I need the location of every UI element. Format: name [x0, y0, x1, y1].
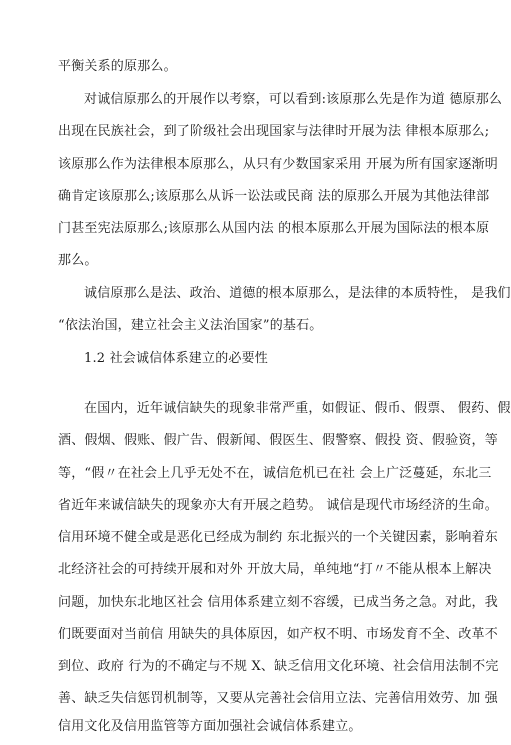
paragraph-first-line: 诚信原那么是法、政治、道德的根本原那么，是法律的本质特性， 是我们 — [84, 286, 511, 301]
text-line: 们既要面对当前信 用缺失的具体原因，如产权不明、市场发育不全、改革不 — [58, 627, 498, 642]
text-line: 信用文化及信用监管等方面加强社会诚信体系建立。 — [58, 719, 362, 734]
section-heading: 1.2 社会诚信体系建立的必要性 — [84, 351, 269, 366]
text-line: 酒、假烟、假账、假广告、假新闻、假医生、假警察、假投 资、假验资，等 — [58, 433, 498, 448]
text-line: 北经济社会的可持续开展和对外 开放大局，单纯地“打〃不能从根本上解决 — [58, 562, 492, 577]
text-line: 信用环境不健全或是恶化已经成为制约 东北振兴的一个关键因素，影响着东 — [58, 530, 498, 545]
paragraph-first-line: 在国内，近年诚信缺失的现象非常严重，如假证、假币、假票、 假药、假 — [84, 401, 511, 416]
text-line: 那么。 — [58, 253, 98, 268]
text-line: 省近年来诚信缺失的现象亦大有开展之趋势。 诚信是现代市场经济的生命。 — [58, 498, 498, 513]
text-line: “依法治国，建立社会主义法治国家”的基石。 — [58, 318, 323, 333]
text-line: 门甚至宪法原那么;该原那么从国内法 的根本原那么开展为国际法的根本原 — [58, 221, 490, 236]
text-line: 该原那么作为法律根本原那么，从只有少数国家采用 开展为所有国家逐渐明 — [58, 157, 498, 172]
text-line: 平衡关系的原那么。 — [58, 59, 177, 74]
text-line: 等，“假〃在社会上几乎无处不在，诚信危机已在社 会上广泛蔓延，东北三 — [58, 466, 492, 481]
text-line: 问题，加快东北地区社会 信用体系建立刻不容缓，已成当务之急。对此，我 — [58, 595, 498, 610]
text-line: 善、缺乏失信惩罚机制等，又要从完善社会信用立法、完善信用效劳、加 强 — [58, 691, 498, 706]
paragraph-first-line: 对诚信原那么的开展作以考察，可以看到:该原那么先是作为道 德原那么 — [84, 92, 503, 107]
text-line: 出现在民族社会，到了阶级社会出现国家与法律时开展为法 律根本原那么; — [58, 124, 490, 139]
text-line: 到位、政府 行为的不确定与不规 X、缺乏信用文化环境、社会信用法制不完 — [58, 659, 499, 674]
text-line: 确肯定该原那么;该原那么从诉一讼法或民商 法的原那么开展为其他法律部 — [58, 189, 490, 204]
